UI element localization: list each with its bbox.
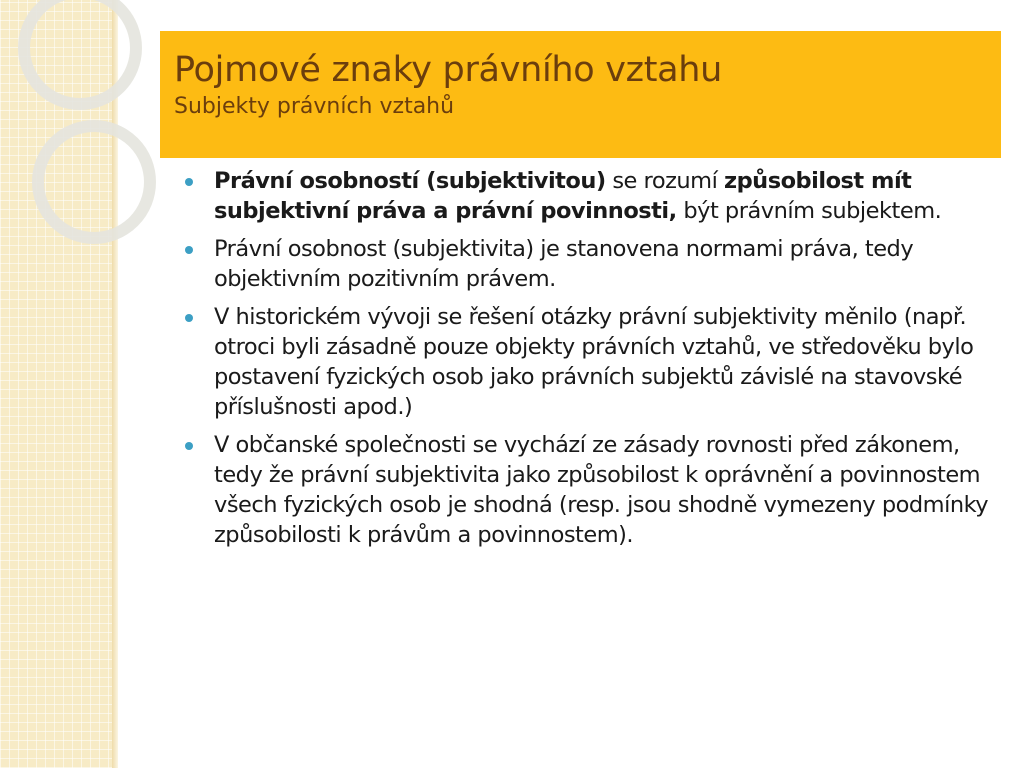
list-item xyxy=(182,234,1002,294)
bullet-dot-icon xyxy=(185,442,193,450)
bullet-text: se rozumí xyxy=(605,168,724,194)
bullet-bold-definition: způsobilost mít subjektivní práva a právní povinnosti, xyxy=(214,168,912,224)
list-item xyxy=(182,430,1002,550)
bullet-bold-term: Právní osobností (subjektivitou) xyxy=(214,168,606,194)
list-item xyxy=(182,166,1002,226)
bullet-text: V historickém vývoji se řešení otázky právní subjektivity měnilo (např. otroci byli zásadně pouze objekty právních vztahů, ve středověku bylo postavení fyzických osob jako právních subjektů závislé na stavovské příslušnosti apod.) xyxy=(214,304,974,420)
bullet-text: V občanské společnosti se vychází ze zásady rovnosti před zákonem, tedy že právní subjektivita jako způsobilost k oprávnění a povinnostem všech fyzických osob je shodná (resp. jsou shodně vymezeny podmínky způsobilosti k právům a povinnostem). xyxy=(214,432,989,548)
decorative-circles xyxy=(0,0,170,260)
bullet-text: být právním subjektem. xyxy=(676,198,942,224)
slide-title: Pojmové znaky právního vztahu xyxy=(174,50,723,90)
bullet-dot-icon xyxy=(185,314,193,322)
bullet-list xyxy=(182,166,1002,558)
bullet-dot-icon xyxy=(185,178,193,186)
list-item xyxy=(182,302,1002,422)
bullet-text: Právní osobnost (subjektivita) je stanovena normami práva, tedy objektivním pozitivním právem. xyxy=(214,236,914,292)
title-banner xyxy=(160,31,1001,158)
bullet-dot-icon xyxy=(185,246,193,254)
slide-subtitle: Subjekty právních vztahů xyxy=(174,94,455,119)
